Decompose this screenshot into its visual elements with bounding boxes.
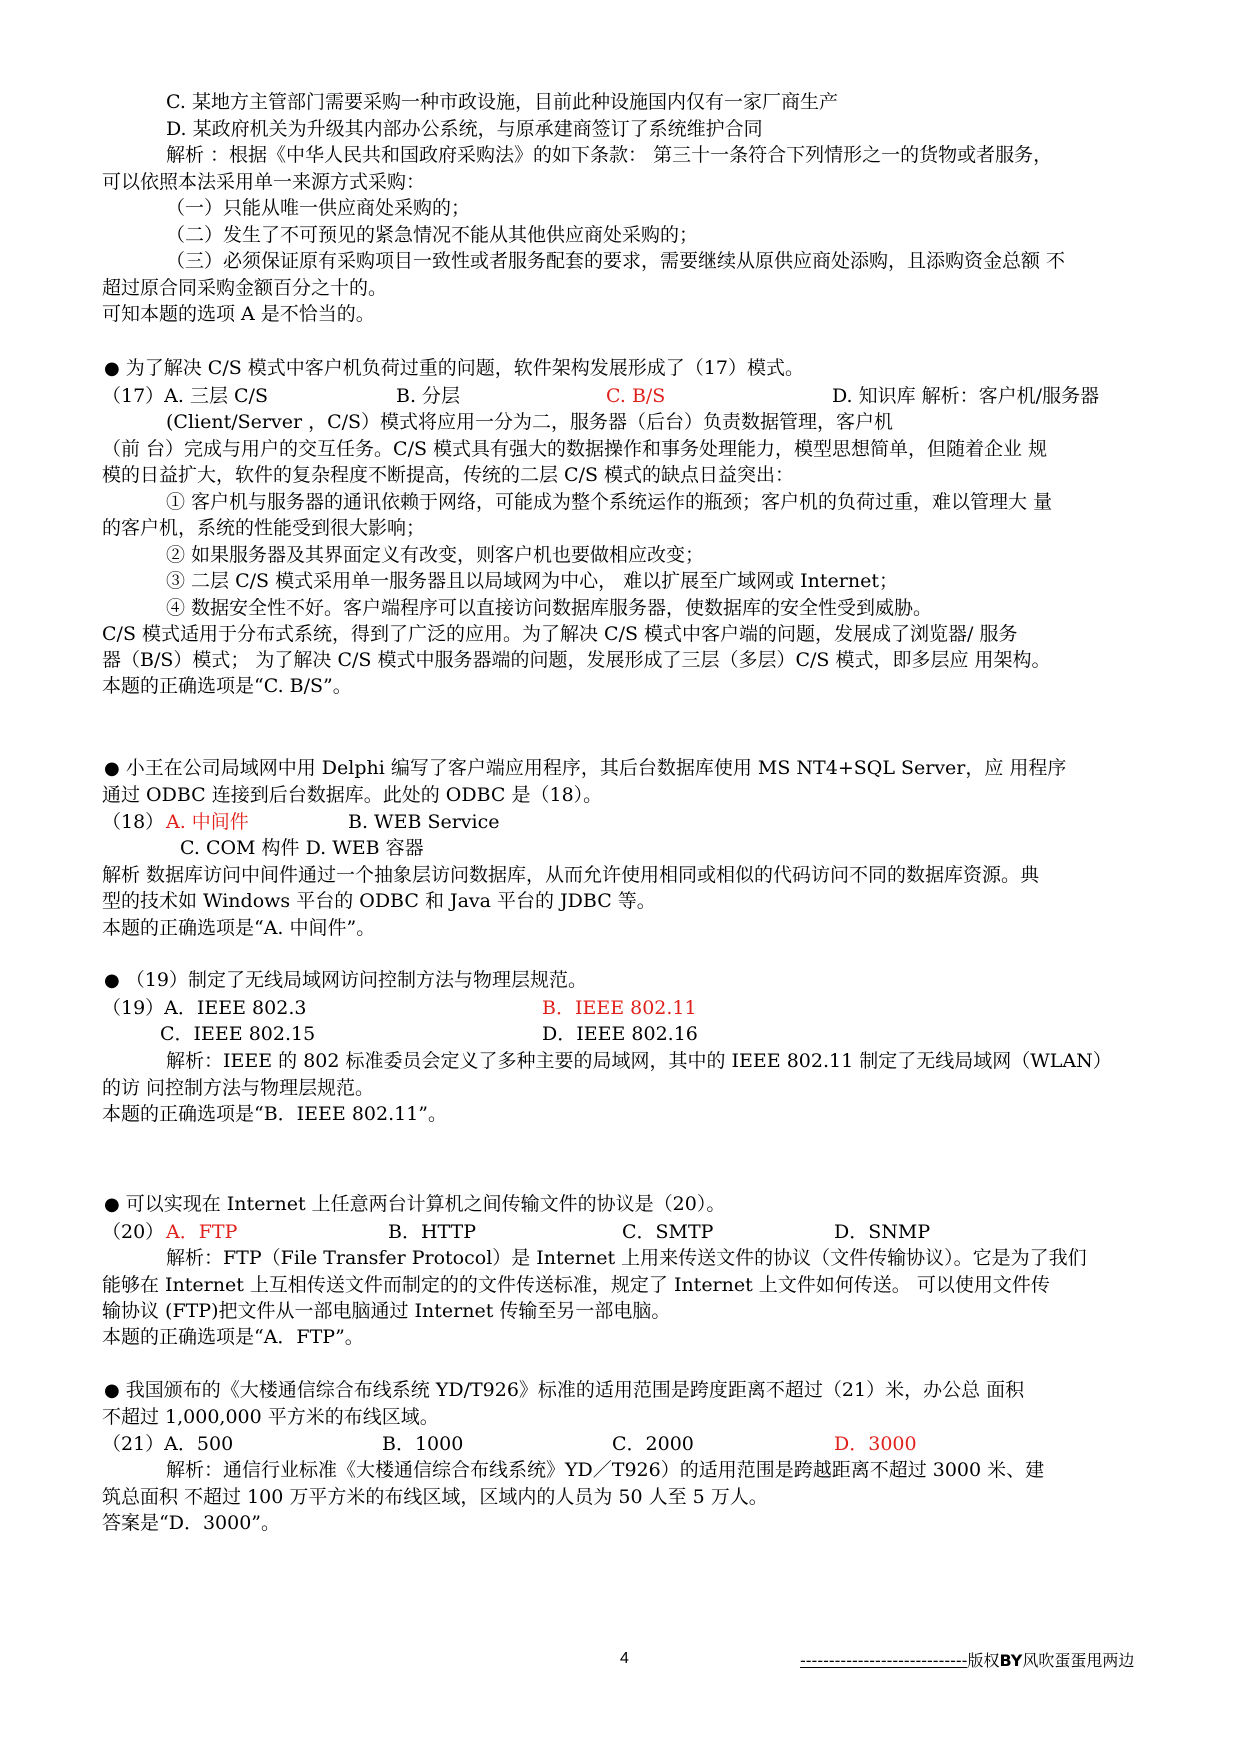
bullet-icon: ● [104, 970, 120, 991]
analysis-text: （前 台）完成与用户的交互任务。C/S 模式具有强大的数据操作和事务处理能力，模型思想简单，但随着企业 规 [102, 438, 1048, 460]
point-item: ② 如果服务器及其界面定义有改变，则客户机也要做相应改变； [166, 544, 705, 566]
bullet-icon: ● [104, 758, 120, 779]
point-item: ④ 数据安全性不好。客户端程序可以直接访问数据库服务器，使数据库的安全性受到威胁。 [166, 597, 933, 619]
analysis-text: C/S 模式适用于分布式系统，得到了广泛的应用。为了解决 C/S 模式中客户端的问题，发展成了浏览器/ 服务 [102, 623, 1018, 645]
option-d: D．SNMP [834, 1221, 931, 1243]
analysis-text: 筑总面积 不超过 100 万平方米的布线区域，区域内的人员为 50 人至 5 万人。 [102, 1486, 768, 1508]
question-text: 可以实现在 Internet 上任意两台计算机之间传输文件的协议是（20）。 [125, 1193, 726, 1215]
bullet-icon: ● [104, 1380, 120, 1401]
point-item: 的客户机，系统的性能受到很大影响； [102, 517, 426, 539]
analysis-text: 能够在 Internet 上互相传送文件而制定的的文件传送标准，规定了 Internet 上文件如何传送。 可以使用文件传 [102, 1274, 1050, 1296]
question-text: （19）制定了无线局域网访问控制方法与物理层规范。 [125, 969, 587, 991]
option-c-line: C. 某地方主管部门需要采购一种市政设施，目前此种设施国内仅有一家厂商生产 [166, 91, 838, 113]
analysis-text: 输协议 (FTP)把文件从一部电脑通过 Internet 传输至另一部电脑。 [102, 1300, 671, 1322]
page-number: 4 [620, 1650, 629, 1667]
question-text: 小王在公司局域网中用 Delphi 编写了客户端应用程序，其后台数据库使用 MS NT4+SQL Server，应 用程序 [125, 757, 1067, 779]
copyright-prefix: 版权 [967, 1651, 1000, 1670]
question-18 [104, 756, 1066, 781]
point-item: ③ 二层 C/S 模式采用单一服务器且以局域网为中心， 难以扩展至广域网或 Internet； [166, 570, 898, 592]
option-prefix: （18） [102, 811, 165, 833]
bullet-icon: ● [104, 1194, 120, 1215]
conclusion-text: 可知本题的选项 A 是不恰当的。 [102, 303, 375, 325]
conclusion-text: 本题的正确选项是“A. 中间件”。 [102, 917, 376, 939]
option-prefix: （20） [102, 1221, 165, 1243]
question-text: 为了解决 C/S 模式中客户机负荷过重的问题，软件架构发展形成了（17）模式。 [125, 357, 804, 379]
clause-item: 超过原合同采购金额百分之十的。 [102, 277, 388, 299]
copyright-footer [800, 1648, 1134, 1671]
option-b: B. 分层 [396, 385, 461, 407]
option-a-answer: A．FTP [166, 1221, 238, 1243]
clause-item: （二）发生了不可预见的紧急情况不能从其他供应商处采购的； [166, 224, 699, 246]
analysis-text: 解析 ：根据《中华人民共和国政府采购法》的如下条款： 第三十一条符合下列情形之一的货物或者服务， [166, 144, 1053, 166]
conclusion-text: 本题的正确选项是“B．IEEE 802.11”。 [102, 1103, 448, 1125]
option-a: （19）A．IEEE 802.3 [102, 997, 307, 1019]
analysis-text: 模的日益扩大，软件的复杂程度不断提高，传统的二层 C/S 模式的缺点日益突出： [102, 464, 795, 486]
question-17 [104, 356, 804, 381]
point-item: ① 客户机与服务器的通讯依赖于网络，可能成为整个系统运作的瓶颈；客户机的负荷过重，难以管理大 量 [166, 491, 1053, 513]
option-c: C．SMTP [622, 1221, 714, 1243]
option-a: （17）A. 三层 C/S [102, 385, 268, 407]
option-c: C．IEEE 802.15 [160, 1023, 316, 1045]
option-b-answer: B．IEEE 802.11 [542, 997, 697, 1019]
clause-item: （一）只能从唯一供应商处采购的； [166, 197, 471, 219]
analysis-text: 的访 问控制方法与物理层规范。 [102, 1077, 375, 1099]
option-b: B. WEB Service [348, 811, 500, 833]
option-c: C．2000 [612, 1433, 694, 1455]
option-d: D．IEEE 802.16 [542, 1023, 698, 1045]
option-b: B．1000 [382, 1433, 464, 1455]
option-d: D. 知识库 解析：客户机/服务器 [832, 385, 1100, 407]
option-d-line: D. 某政府机关为升级其内部办公系统，与原承建商签订了系统维护合同 [166, 118, 763, 140]
option-c-answer: C. B/S [606, 385, 666, 407]
question-21 [104, 1378, 1024, 1403]
conclusion-text: 本题的正确选项是“A．FTP”。 [102, 1326, 364, 1348]
copyright-by: BY [999, 1651, 1023, 1670]
question-19 [104, 968, 587, 993]
question-text: 通过 ODBC 连接到后台数据库。此处的 ODBC 是（18）。 [102, 784, 603, 806]
option-d-answer: D．3000 [834, 1433, 917, 1455]
analysis-text: 解析：IEEE 的 802 标准委员会定义了多种主要的局域网，其中的 IEEE 802.11 制定了无线局域网（WLAN） [166, 1050, 1112, 1072]
option-b: B．HTTP [388, 1221, 477, 1243]
conclusion-text: 答案是“D．3000”。 [102, 1512, 281, 1534]
analysis-text: 器（B/S）模式； 为了解决 C/S 模式中服务器端的问题，发展形成了三层（多层）C/S 模式，即多层应 用架构。 [102, 649, 1051, 671]
analysis-text: (Client/Server ，C/S）模式将应用一分为二，服务器（后台）负责数据管理，客户机 [166, 411, 894, 433]
bullet-icon: ● [104, 358, 120, 379]
clause-item: （三）必须保证原有采购项目一致性或者服务配套的要求，需要继续从原供应商处添购，且添购资金总额 不 [166, 250, 1066, 272]
question-text: 我国颁布的《大楼通信综合布线系统 YD/T926》标准的适用范围是跨度距离不超过（21）米，办公总 面积 [125, 1379, 1025, 1401]
option-c-d: C. COM 构件 D. WEB 容器 [180, 837, 424, 859]
option-a: （21）A．500 [102, 1433, 234, 1455]
option-a-answer: A. 中间件 [166, 811, 249, 833]
question-20 [104, 1192, 725, 1217]
analysis-text: 解析：通信行业标准《大楼通信综合布线系统》YD／T926）的适用范围是跨越距离不超过 3000 米、建 [166, 1459, 1045, 1481]
analysis-text: 解析：FTP（File Transfer Protocol）是 Internet 上用来传送文件的协议（文件传输协议）。它是为了我们 [166, 1247, 1087, 1269]
analysis-text: 解析 数据库访问中间件通过一个抽象层访问数据库，从而允许使用相同或相似的代码访问不同的数据库资源。典 [102, 864, 1040, 886]
copyright-suffix: 风吹蛋蛋甩两边 [1022, 1651, 1135, 1670]
question-text: 不超过 1,000,000 平方米的布线区域。 [102, 1406, 439, 1428]
analysis-text: 型的技术如 Windows 平台的 ODBC 和 Java 平台的 JDBC 等。 [102, 890, 656, 912]
analysis-text: 可以依照本法采用单一来源方式采购： [102, 171, 426, 193]
footer-rule: ----------------------------- [800, 1651, 968, 1670]
conclusion-text: 本题的正确选项是“C. B/S”。 [102, 675, 352, 697]
